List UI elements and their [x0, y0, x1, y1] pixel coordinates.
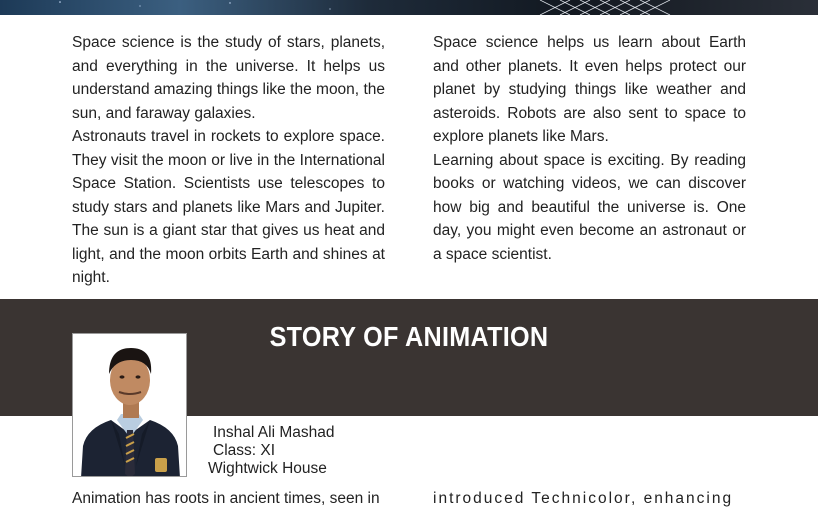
article-right-text: introduced Technicolor, enhancing	[433, 490, 734, 507]
right-paragraph-1: Space science helps us learn about Earth and other planets. It even helps protect our planet by studying things like weather and asteroids. Robots are also sent to space to explore planets like Mars.	[433, 34, 746, 145]
right-column	[433, 31, 746, 266]
left-paragraph-1: Space science is the study of stars, planets, and everything in the universe. It helps us understand amazing things like the moon, the sun, and faraway galaxies.	[72, 34, 385, 122]
article-left-start	[72, 487, 385, 516]
article-right-start	[433, 487, 746, 516]
top-banner-image	[0, 0, 818, 15]
banner-decoration	[0, 0, 818, 15]
author-house: Wightwick House	[208, 460, 327, 477]
left-paragraph-2: Astronauts travel in rockets to explore space. They visit the moon or live in the International Space Station. Scientists use telescopes to study stars and planets like Mars and Jupiter. The sun is a giant star that gives us heat and light, and the moon orbits Earth and shines at night.	[72, 128, 385, 286]
author-class: Class: XI	[213, 442, 276, 459]
right-paragraph-2: Learning about space is exciting. By reading books or watching videos, we can discover how big and beautiful the universe is. One day, you might even become an astronaut or a space scientist.	[433, 151, 746, 263]
author-name: Inshal Ali Mashad	[213, 424, 335, 441]
left-column	[72, 31, 385, 290]
author-portrait-illustration	[73, 334, 187, 477]
author-photo	[72, 333, 187, 477]
article-left-text: Animation has roots in ancient times, seen in	[72, 490, 380, 507]
section-title: STORY OF ANIMATION	[269, 321, 549, 352]
